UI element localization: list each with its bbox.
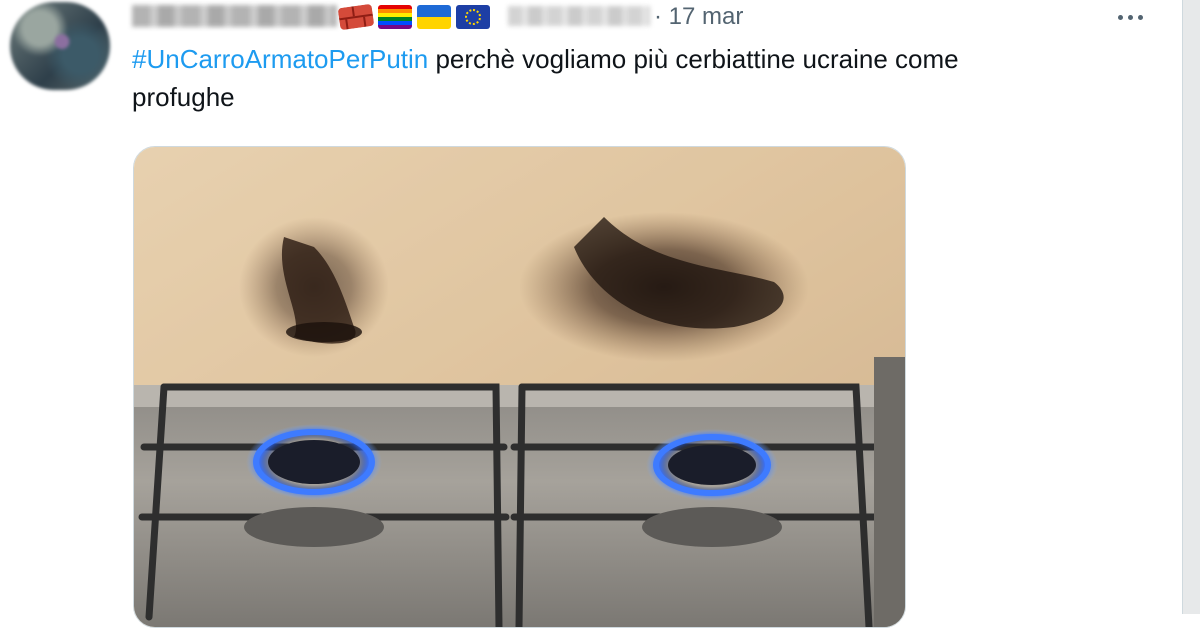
tweet-date[interactable]: · 17 mar — [654, 3, 744, 30]
tweet-text — [132, 40, 1162, 116]
tweet-media-photo[interactable] — [133, 146, 906, 628]
tweet-date-text[interactable]: 17 mar — [668, 3, 744, 30]
author-handle-redacted[interactable] — [508, 6, 650, 26]
rainbow-flag-icon — [378, 5, 412, 29]
hashtag-link[interactable]: #UnCarroArmatoPerPutin — [132, 44, 429, 74]
avatar[interactable] — [10, 2, 110, 90]
tweet-header — [132, 0, 1172, 34]
ukraine-flag-icon — [417, 5, 451, 29]
author-name-redacted[interactable] — [132, 5, 337, 27]
scrollbar-track[interactable] — [1182, 0, 1200, 614]
tweet-text-line2: profughe — [132, 82, 235, 112]
more-options-icon[interactable] — [1112, 6, 1148, 28]
tweet-text-line1: perchè vogliamo più cerbiattine ucraine come — [428, 44, 959, 74]
brick-emoji-icon — [338, 4, 375, 31]
eu-flag-icon — [456, 5, 490, 29]
